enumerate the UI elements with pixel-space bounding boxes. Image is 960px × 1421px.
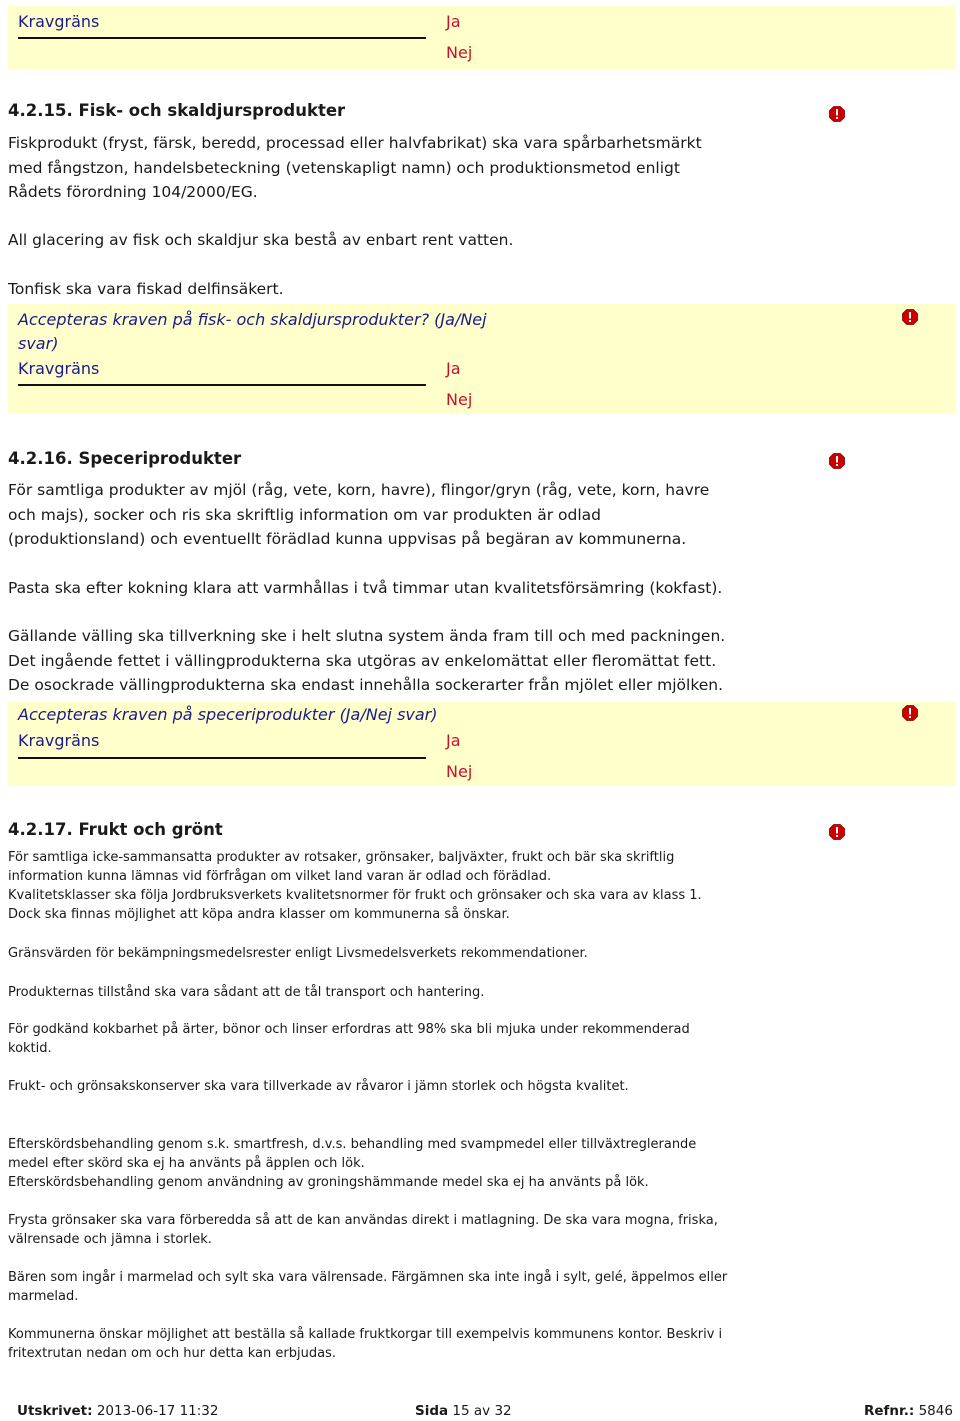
paragraph: Frukt- och grönsakskonserver ska vara tillverkade av råvaror i jämn storlek och högsta kvalitet. — [8, 1079, 629, 1094]
answer-nej-option[interactable]: Nej — [446, 762, 473, 781]
paragraph: Gränsvärden för bekämpningsmedelsrester enligt Livsmedelsverkets rekommendationer. — [8, 946, 588, 961]
kravgrans-label: Kravgräns — [18, 12, 100, 31]
paragraph: Bären som ingår i marmelad och sylt ska vara välrensade. Färgämnen ska inte ingå i sylt, gelé, äppelmos eller marmelad. — [8, 1270, 728, 1304]
section-heading: 4.2.17. Frukt och grönt — [8, 820, 223, 839]
paragraph: Fiskprodukt (fryst, färsk, beredd, processad eller halvfabrikat) ska vara spårbarhetsmärkt med fångstzon, handelsbeteckning (vetenskapligt namn) och produktionsmetod enligt Rådets förordning 104/2000/EG. — [8, 134, 702, 202]
warning-icon — [829, 106, 845, 122]
paragraph: Kommunerna önskar möjlighet att beställa så kallade fruktkorgar till exempelvis kommunens kontor. Beskriv i fritextrutan nedan om och hur detta kan erbjudas. — [8, 1327, 723, 1361]
kravgrans-line — [18, 757, 426, 759]
paragraph: För samtliga produkter av mjöl (råg, vete, korn, havre), flingor/gryn (råg, vete, korn, havre och majs), socker och ris ska skriftlig information om var produkten är odlad (produktionsland) och eventuellt förädlad kunna uppvisas på begäran av kommunerna. — [8, 481, 710, 549]
section-heading: 4.2.15. Fisk- och skaldjursprodukter — [8, 101, 346, 120]
kravgrans-line — [18, 37, 426, 39]
question-text: Accepteras kraven på speceriprodukter (Ja/Nej svar) — [18, 705, 438, 724]
question-text: Accepteras kraven på fisk- och skaldjursprodukter? (Ja/Nej svar) — [18, 310, 487, 353]
answer-nej-option[interactable]: Nej — [446, 43, 473, 62]
paragraph: Frysta grönsaker ska vara förberedda så att de kan användas direkt i matlagning. De ska vara mogna, friska, välrensade och jämna i storlek. — [8, 1213, 718, 1247]
answer-ja-option[interactable]: Ja — [446, 12, 461, 31]
paragraph: För samtliga icke-sammansatta produkter av rotsaker, grönsaker, baljväxter, frukt och bär ska skriftlig information kunna lämnas vid förfrågan om vilket land varan är odlad och förädlad. Kvalitetsklasser ska följa Jordbruksverkets kvalitetsnormer för frukt och grönsaker och ska vara av klass 1. Dock ska finnas möjlighet att köpa andra klasser om kommunerna så önskar. — [8, 850, 702, 922]
footer-refnr: Refnr.: 5846 — [864, 1403, 953, 1419]
kravgrans-label: Kravgräns — [18, 731, 100, 750]
answer-ja-option[interactable]: Ja — [446, 359, 461, 378]
warning-icon — [829, 453, 845, 469]
warning-icon — [902, 309, 918, 325]
paragraph: Efterskördsbehandling genom s.k. smartfresh, d.v.s. behandling med svampmedel eller tillväxtreglerande medel efter skörd ska ej ha använts på äpplen och lök. Efterskördsbehandling genom användning av groningshämmande medel ska ej ha använts på lök. — [8, 1137, 697, 1190]
warning-icon — [902, 705, 918, 721]
footer-page: Sida 15 av 32 — [415, 1403, 512, 1419]
kravgrans-line — [18, 384, 426, 386]
paragraph: Tonfisk ska vara fiskad delfinsäkert. — [8, 280, 284, 298]
paragraph: All glacering av fisk och skaldjur ska bestå av enbart rent vatten. — [8, 231, 514, 249]
paragraph: För godkänd kokbarhet på ärter, bönor och linser erfordras att 98% ska bli mjuka under rekommenderad koktid. — [8, 1022, 690, 1056]
paragraph: Pasta ska efter kokning klara att varmhållas i två timmar utan kvalitetsförsämring (kokfast). — [8, 579, 723, 597]
footer-printed: Utskrivet: 2013-06-17 11:32 — [17, 1403, 219, 1419]
paragraph: Produkternas tillstånd ska vara sådant att de tål transport och hantering. — [8, 985, 485, 1000]
paragraph: Gällande välling ska tillverkning ske i helt slutna system ända fram till och med packningen. Det ingående fettet i vällingprodukterna ska utgöras av enkelomättat eller fleromättat fett. De osockrade vällingprodukterna ska endast innehålla sockerarter från mjölet eller mjölken. — [8, 627, 726, 695]
warning-icon — [829, 824, 845, 840]
answer-nej-option[interactable]: Nej — [446, 390, 473, 409]
section-heading: 4.2.16. Speceriprodukter — [8, 449, 242, 468]
answer-ja-option[interactable]: Ja — [446, 731, 461, 750]
kravgrans-label: Kravgräns — [18, 359, 100, 378]
